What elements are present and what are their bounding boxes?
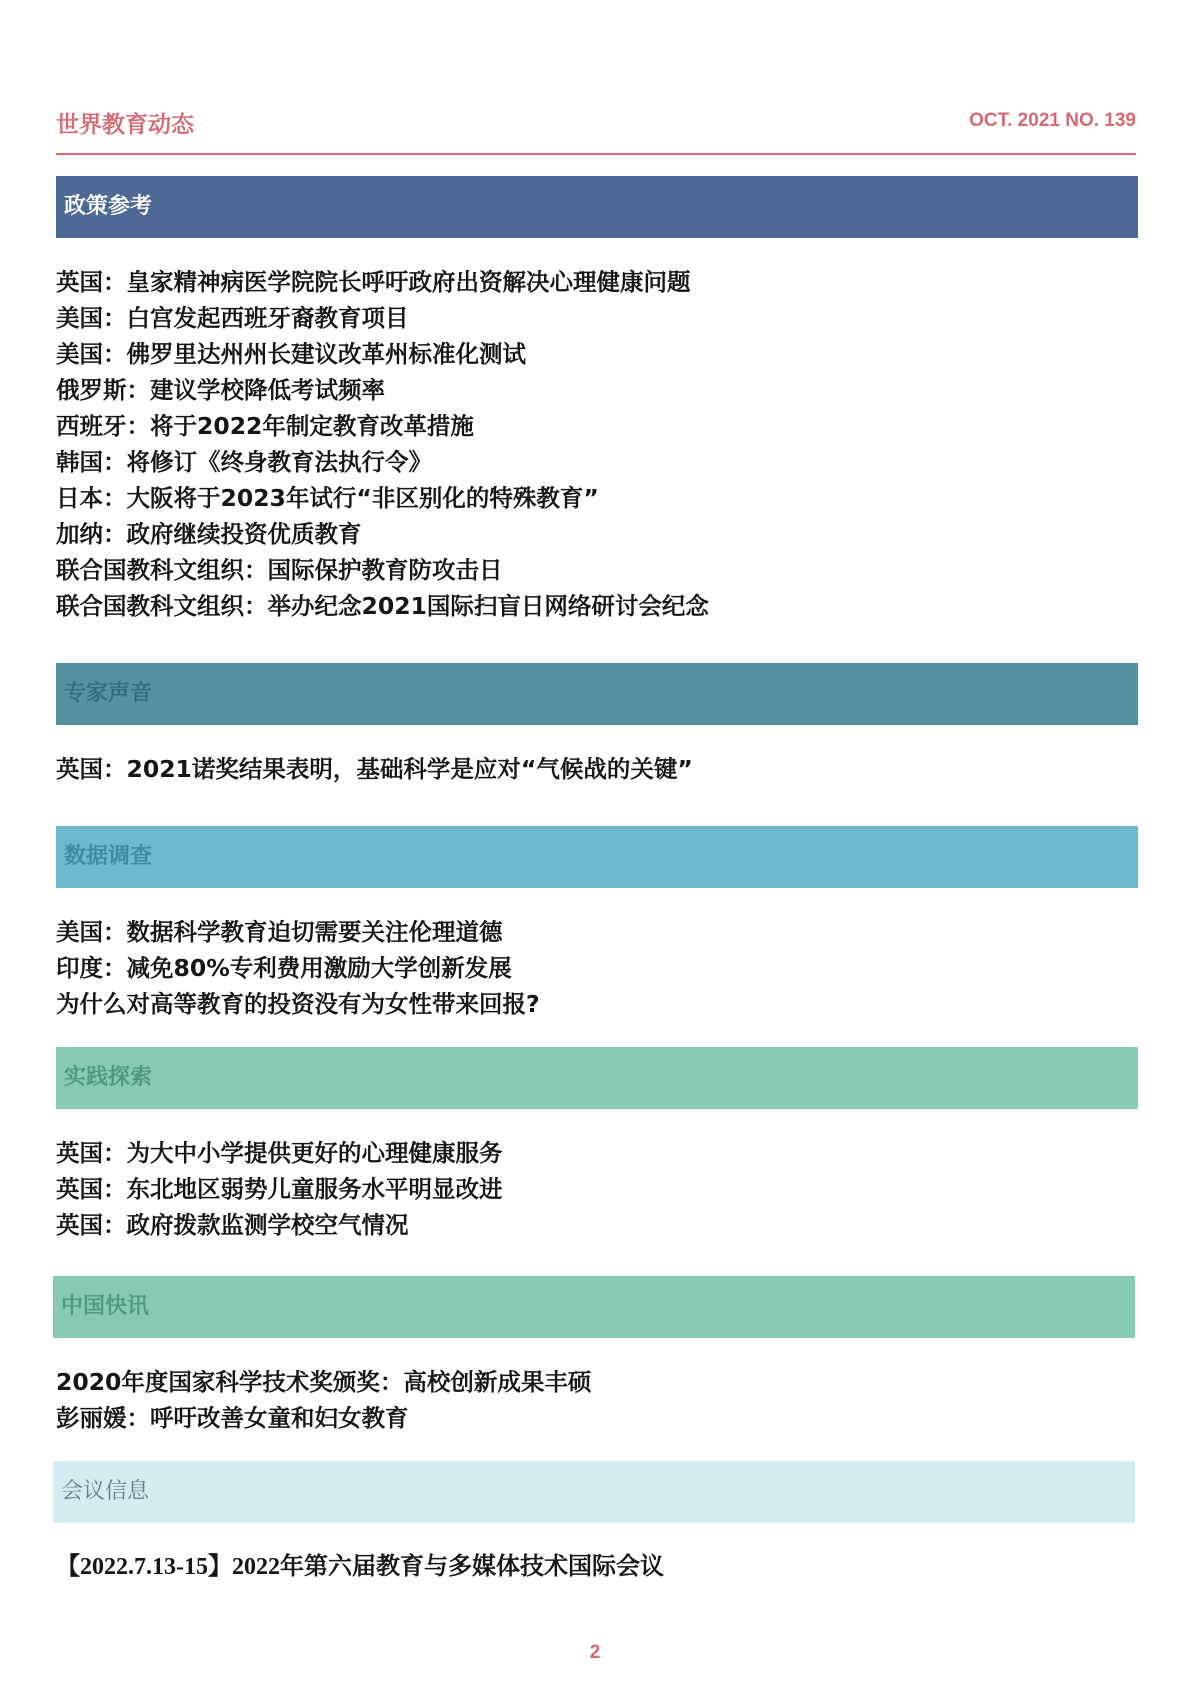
data-article-list [56,914,540,1022]
section-header-practice [56,1047,1138,1109]
section-header-conference [53,1461,1135,1523]
list-item[interactable]: 联合国教科文组织：举办纪念2021国际扫盲日网络研讨会纪念 [56,592,709,620]
section-title-practice: 实践探索 [64,1065,153,1090]
list-item[interactable]: 美国：佛罗里达州州长建议改革州标准化测试 [56,340,526,368]
list-item[interactable]: 为什么对高等教育的投资没有为女性带来回报? [56,990,540,1018]
section-header-experts [56,663,1138,725]
list-item[interactable]: 韩国：将修订《终身教育法执行令》 [56,448,432,476]
list-item[interactable]: 英国：为大中小学提供更好的心理健康服务 [56,1139,503,1167]
china-article-list [56,1364,591,1436]
section-title-china: 中国快讯 [61,1294,150,1319]
list-item[interactable]: 印度：减免80%专利费用激励大学创新发展 [56,954,512,982]
section-title-experts: 专家声音 [64,681,153,706]
list-item[interactable]: 加纳：政府继续投资优质教育 [56,520,362,548]
page-number: 2 [589,1642,601,1663]
page-header [56,106,1136,146]
issue-label: OCT. 2021 NO. 139 [969,110,1136,131]
section-header-data [56,826,1138,888]
list-item[interactable]: 英国：政府拨款监测学校空气情况 [56,1211,409,1239]
section-header-china [53,1276,1135,1338]
list-item[interactable]: 西班牙：将于2022年制定教育改革措施 [56,412,474,440]
list-item[interactable]: 美国：数据科学教育迫切需要关注伦理道德 [56,918,503,946]
section-title-conference: 会议信息 [61,1479,150,1504]
list-item[interactable]: 日本：大阪将于2023年试行“非区别化的特殊教育” [56,484,599,512]
policy-article-list [56,264,709,624]
list-item[interactable]: 俄罗斯：建议学校降低考试频率 [56,376,385,404]
experts-article-list [56,751,693,787]
list-item[interactable]: 美国：白宫发起西班牙裔教育项目 [56,304,409,332]
practice-article-list [56,1135,503,1243]
section-title-policy: 政策参考 [64,194,153,219]
list-item[interactable]: 彭丽媛：呼吁改善女童和妇女教育 [56,1404,409,1432]
list-item[interactable]: 联合国教科文组织：国际保护教育防攻击日 [56,556,503,584]
section-title-data: 数据调查 [64,844,153,869]
list-item[interactable]: 英国：2021诺奖结果表明，基础科学是应对“气候战的关键” [56,755,693,783]
section-header-policy [56,176,1138,238]
publication-title: 世界教育动态 [56,112,194,138]
header-divider [56,153,1136,155]
list-item[interactable]: 2020年度国家科学技术奖颁奖：高校创新成果丰硕 [56,1368,592,1396]
conference-list [56,1549,664,1585]
list-item[interactable]: 英国：皇家精神病医学院院长呼吁政府出资解决心理健康问题 [56,268,691,296]
list-item[interactable]: 英国：东北地区弱势儿童服务水平明显改进 [56,1175,503,1203]
list-item[interactable]: 【2022.7.13-15】2022年第六届教育与多媒体技术国际会议 [56,1554,664,1580]
